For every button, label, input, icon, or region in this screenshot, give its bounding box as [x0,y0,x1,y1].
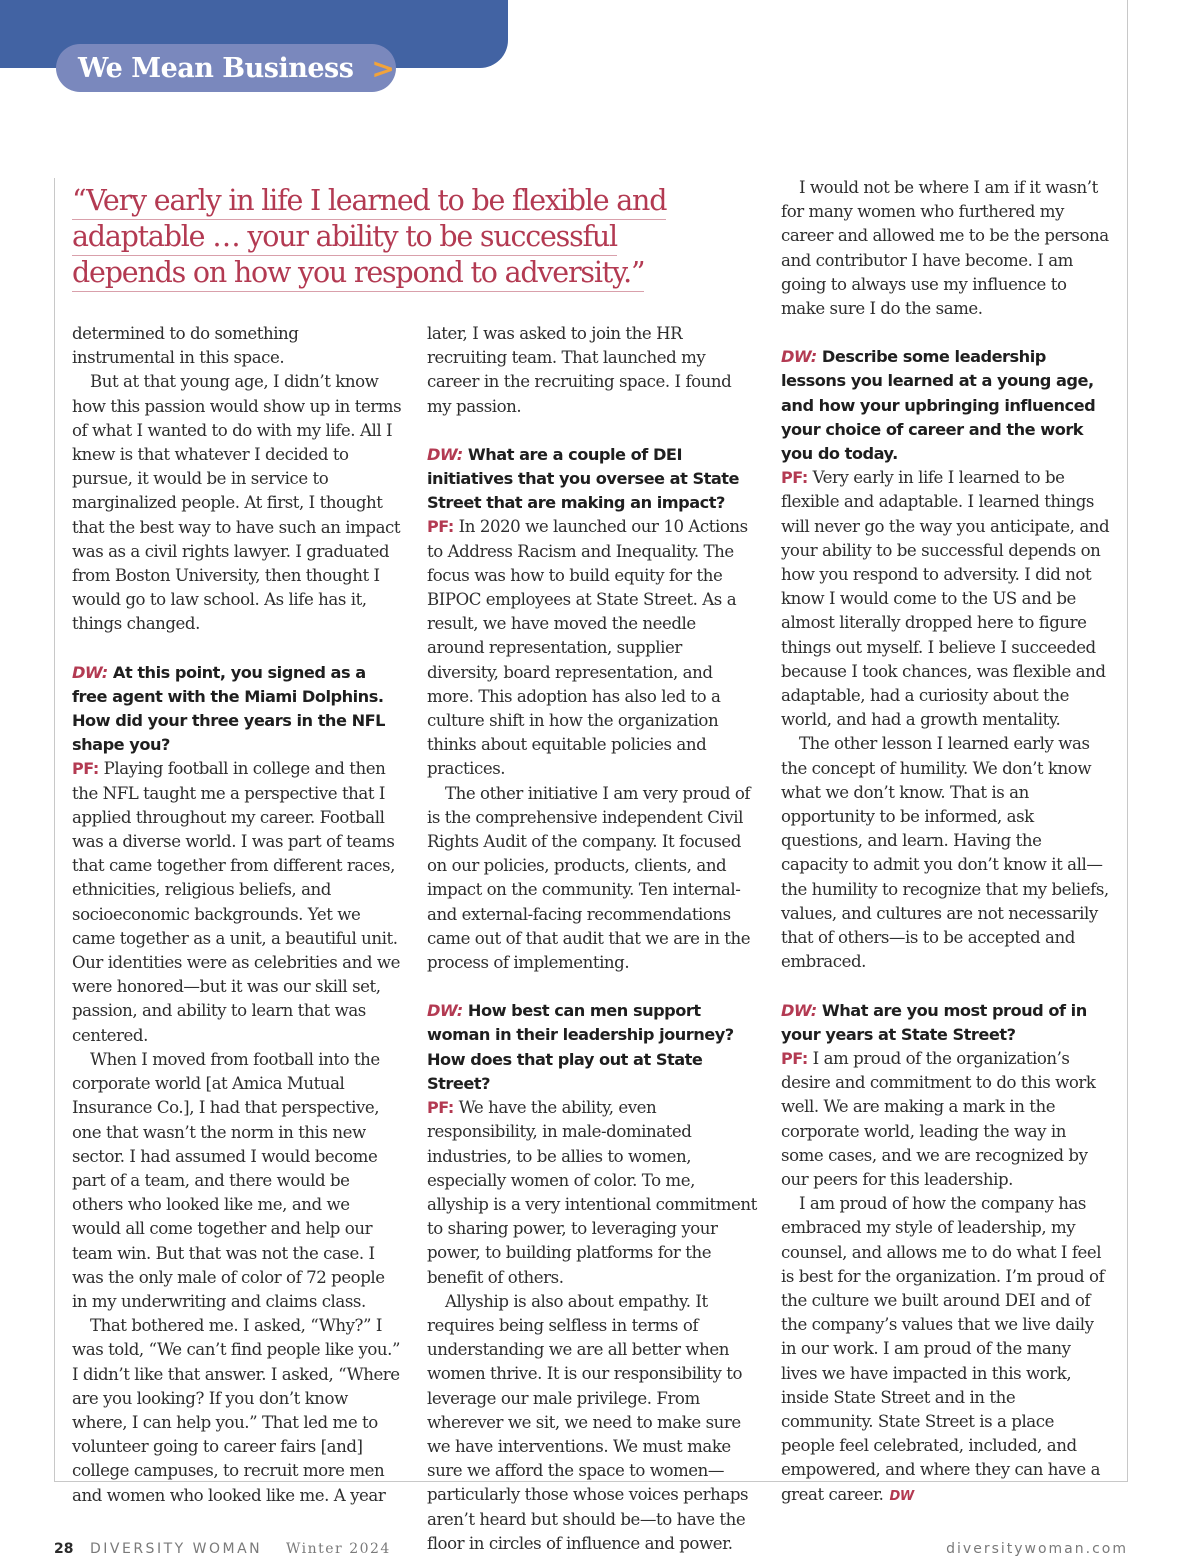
dw-tag: DW: [72,662,108,682]
article-column-3 [781,176,1111,1509]
dw-tag: DW: [781,347,817,367]
paragraph: When I moved from football into the corporate world [at Amica Mutual Insurance Co.], I had that perspective, one that wasn’t the norm in this new sector. I had assumed I would become part of a team, and there would be others who looked like me, and we would all come together and help our team win. But that was not the case. I was the only male of color of 72 people in my underwriting and claims class. [72,1049,385,1311]
interview-question [427,443,757,516]
answer-text: Playing football in college and then the NFL taught me a perspective that I applied throughout my career. Football was a diverse world. I was part of teams that came together from different races, ethnicities, religious beliefs, and socioeconomic backgrounds. Yet we came together as a unit, a beautiful unit. Our identities were as celebrities and we were honored—but it was our skill set, passion, and ability to learn that was centered. [72,759,400,1045]
question-text: At this point, you signed as a free agent with the Miami Dolphins. How did your three years in the NFL shape you? [72,662,385,755]
interview-question [781,999,1111,1047]
interview-answer [781,466,1111,732]
paragraph: Allyship is also about empathy. It requires being selfless in terms of understanding we are all better when women thrive. It is our responsibility to leverage our male privilege. From wherever we sit, we need to make sure we have interventions. We must make sure we afford the space to women—particularly those whose voices perhaps aren’t heard but should be—to have the floor in circles of influence and power. [427,1291,749,1553]
frame-rule-right [1127,0,1128,1482]
section-tab[interactable] [56,44,396,92]
pf-tag: PF: [427,1098,454,1118]
interview-answer [427,515,757,781]
pull-quote-line: adaptable … your ability to be successful [72,220,617,256]
chevron-right-icon: > [371,51,395,85]
interview-question [781,345,1111,466]
paragraph: That bothered me. I asked, “Why?” I was told, “We can’t find people like you.” I didn’t like that answer. I asked, “Where are you looking? If you don’t know where, I can help you.” That led me to volunteer going to career fairs [and] college campuses, to recruit more men and women who looked like me. A year [72,1316,401,1505]
answer-text: We have the ability, even responsibility, in male-dominated industries, to be allies to women, especially women of color. To me, allyship is a very intentional commitment to sharing power, to leveraging your power, to building platforms for the benefit of others. [427,1098,757,1287]
end-mark: DW [889,1488,914,1504]
pf-tag: PF: [781,1048,808,1068]
paragraph: I would not be where I am if it wasn’t for many women who furthered my career and allowed me to be the persona and contributor I have become. I am going to always use my influence to make sure I do the same. [781,178,1109,319]
dw-tag: DW: [427,1001,463,1021]
pull-quote-line: “Very early in life I learned to be flexible and [72,184,666,220]
magazine-name: DIVERSITY WOMAN [90,1541,263,1557]
issue-date: Winter 2024 [286,1541,391,1557]
question-text: Describe some leadership lessons you learned at a young age, and how your upbringing influenced your choice of career and the work you do today. [781,347,1096,464]
paragraph: But at that young age, I didn’t know how this passion would show up in terms of what I wanted to do with my life. All I knew is that whatever I decided to pursue, it would be in service to marginalized people. At first, I thought that the best way to have such an impact was as a civil rights lawyer. I graduated from Boston University, then thought I would go to law school. As life has it, things changed. [72,372,402,634]
pf-tag: PF: [781,468,808,488]
answer-text: Very early in life I learned to be flexible and adaptable. I learned things will never go the way you anticipate, and your ability to be successful depends on how you respond to adversity. I did not know I would come to the US and be almost literally dropped here to figure things out myself. I believe I succeeded because I took chances, was flexible and adaptable, had a curiosity about the world, and had a growth mentality. [781,468,1110,730]
interview-question [427,999,757,1096]
question-text: What are you most proud of in your years at State Street? [781,1000,1087,1044]
interview-question [72,661,402,758]
interview-answer [781,1047,1111,1192]
paragraph [781,1192,1111,1509]
page-number: 28 [54,1541,74,1557]
interview-answer [427,1096,757,1290]
frame-rule-left [54,178,55,1482]
pull-quote-line: depends on how you respond to adversity.” [72,256,644,292]
paragraph: The other lesson I learned early was the concept of humility. We don’t know what we don’t know. That is an opportunity to be informed, ask questions, and learn. Having the capacity to admit you don’t know it all—the humility to recognize that my beliefs, values, and cultures are not necessarily that of others—is to be accepted and embraced. [781,734,1109,972]
website-link[interactable]: diversitywoman.com [946,1541,1128,1557]
paragraph: later, I was asked to join the HR recruiting team. That launched my career in the recruiting space. I found my passion. [427,324,732,416]
interview-answer [72,757,402,1047]
answer-text: In 2020 we launched our 10 Actions to Address Racism and Inequality. The focus was how to build equity for the BIPOC employees at State Street. As a result, we have moved the needle around representation, supplier diversity, board representation, and more. This adoption has also led to a culture shift in how the organization thinks about equitable policies and practices. [427,517,748,779]
pf-tag: PF: [427,517,454,537]
article-column-1 [72,322,402,1508]
question-text: What are a couple of DEI initiatives that you oversee at State Street that are making an impact? [427,444,740,513]
section-label: We Mean Business [78,52,354,84]
question-text: How best can men support woman in their leadership journey? How does that play out at State Street? [427,1001,734,1093]
dw-tag: DW: [781,1000,817,1020]
dw-tag: DW: [427,444,463,464]
paragraph: The other initiative I am very proud of is the comprehensive independent Civil Rights Audit of the company. It focused on our policies, products, clients, and impact on the community. Ten internal- and external-facing recommendations came out of that audit that we are in the process of implementing. [427,783,751,973]
answer-text: I am proud of the organization’s desire and commitment to do this work well. We are making a mark in the corporate world, leading the way in some cases, and we are recognized by our peers for this leadership. [781,1048,1096,1189]
paragraph-text: I am proud of how the company has embraced my style of leadership, my counsel, and allows me to do what I feel is best for the organization. I’m proud of the culture we built around DEI and of the company’s values that we live daily in our work. I am proud of the many lives we have impacted in this work, inside State Street and in the community. State Street is a place people feel celebrated, included, and empowered, and where they can have a great career. [781,1194,1105,1504]
article-column-2 [427,322,757,1556]
pull-quote [72,184,712,292]
pf-tag: PF: [72,759,99,779]
paragraph: determined to do something instrumental in this space. [72,324,299,368]
